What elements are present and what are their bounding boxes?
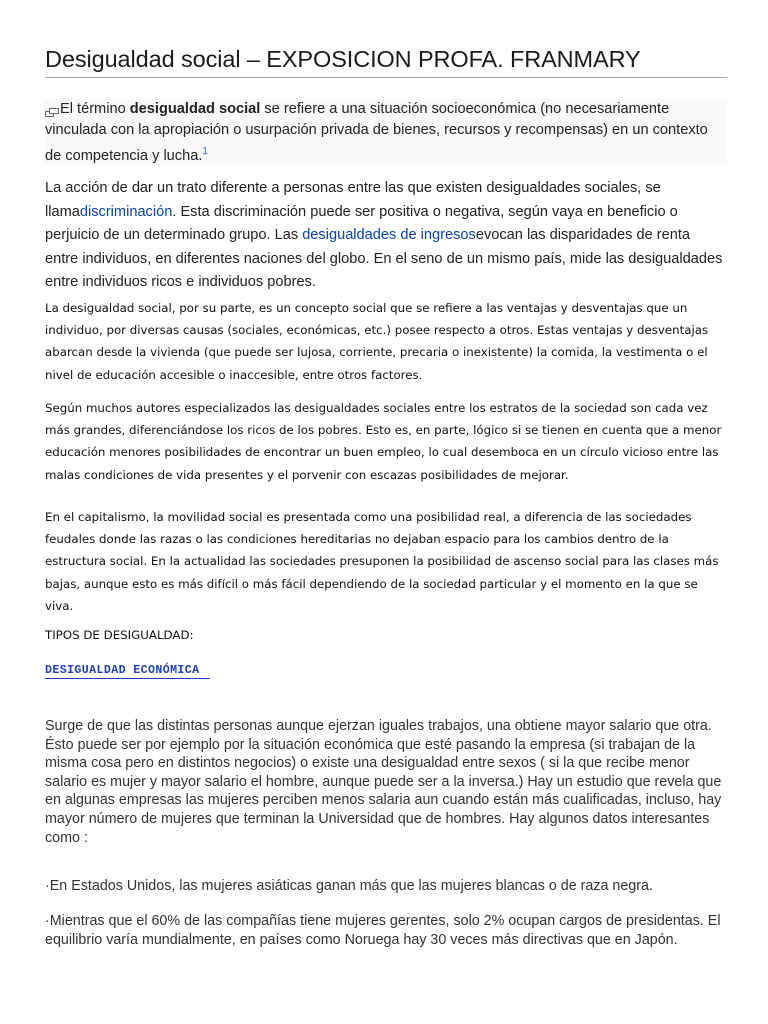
capitalism-paragraph: En el capitalismo, la movilidad social es presentada como una posibilidad real, a diferencia de las sociedades feudales donde las razas o las condiciones hereditarias no dejaban espacio para los cambios dentro de la estructura social. En la actualidad las sociedades presuponen la posibilidad de ascenso social para las clases más bajas, aunque esto es más difícil o más fácil dependiendo de la sociedad particular y el momento en la que se viva.	[45, 510, 719, 613]
p2-text-a: La acción de dar un trato diferente a personas entre las que existen desigualdades sociales, se llama	[45, 180, 661, 220]
bullet-companias: ·Mientras que el 60% de las compañías tiene mujeres gerentes, solo 2% ocupan cargos de presidentas. El equilibrio varía mundialmente, en países como Noruega hay 30 veces más directivas que en Japón.	[45, 913, 721, 948]
p2-text-c: evocan las disparidades de renta entre individuos, en diferentes naciones del globo. En el seno de un mismo país, mide las desigualdades entre individuos ricos e individuos pobres.	[45, 227, 723, 290]
desigualdades-de-ingresos-link[interactable]: desigualdades de ingresos	[302, 227, 476, 243]
tipos-heading: TIPOS DE DESIGUALDAD:	[45, 628, 194, 642]
discriminacion-link[interactable]: discriminación	[79, 203, 173, 220]
p2-text-b: . Esta discriminación puede ser positiva o negativa, según vaya en beneficio o perjuicio de un determinado grupo. Las	[45, 203, 678, 243]
intro-text-post: se refiere a una situación socioeconómica (no necesariamente vinculada con la apropiación o usurpación privada de bienes, recursos y recompensas) en un contexto de competencia y lucha.	[45, 101, 708, 164]
intro-text-pre: El término	[60, 101, 130, 117]
bullet-usa: ·En Estados Unidos, las mujeres asiáticas ganan más que las mujeres blancas o de raza negra.	[45, 878, 653, 894]
desigualdad-economica-heading[interactable]: DESIGUALDAD ECONÓMICA	[45, 664, 210, 679]
reference-link[interactable]: 1	[202, 146, 208, 157]
concept-paragraph: La desigualdad social, por su parte, es un concepto social que se refiere a las ventajas y desventajas que un individuo, por diversas causas (sociales, económicas, etc.) posee respecto a otros. Estas ventajas y desventajas abarcan desde la vivienda (que puede ser lujosa, corriente, precaria o inexistente) la comida, la vestimenta o el nivel de educación accesible o inaccesible, entre otros factores.	[45, 301, 709, 382]
discrimination-paragraph	[45, 177, 727, 295]
authors-paragraph: Según muchos autores especializados las desigualdades sociales entre los estratos de la sociedad son cada vez más grandes, diferenciándose los ricos de los pobres. Esto es, en parte, lógico si se tienen en cuenta que a menor educación menores posibilidades de encontrar un buen empleo, lo cual desemboca en un círculo vicioso entre las malas condiciones de vida presentes y el porvenir con escazas posibilidades de mejorar.	[45, 401, 722, 482]
page-title: Desigualdad social – EXPOSICION PROFA. FRANMARY	[45, 44, 727, 78]
intro-term: desigualdad social	[129, 101, 261, 117]
economic-paragraph: Surge de que las distintas personas aunque ejerzan iguales trabajos, una obtiene mayor salario que otra. Ésto puede ser por ejemplo por la situación económica que esté pasando la empresa (si trabajan de la misma cosa pero en distintos negocios) o existe una desigualdad entre sexos ( si la que recibe menor salario es mujer y mayor salario el hombre, aunque puede ser a la inversa.) Hay un estudio que revela que en algunas empresas las mujeres perciben menos salaria aun cuando están más cualificadas, incluso, hay mayor número de mujeres que terminan la Universidad que de hombres. Hay algunos datos interesantes como :	[45, 718, 722, 846]
page-link-icon	[45, 104, 59, 114]
intro-paragraph	[45, 99, 727, 165]
